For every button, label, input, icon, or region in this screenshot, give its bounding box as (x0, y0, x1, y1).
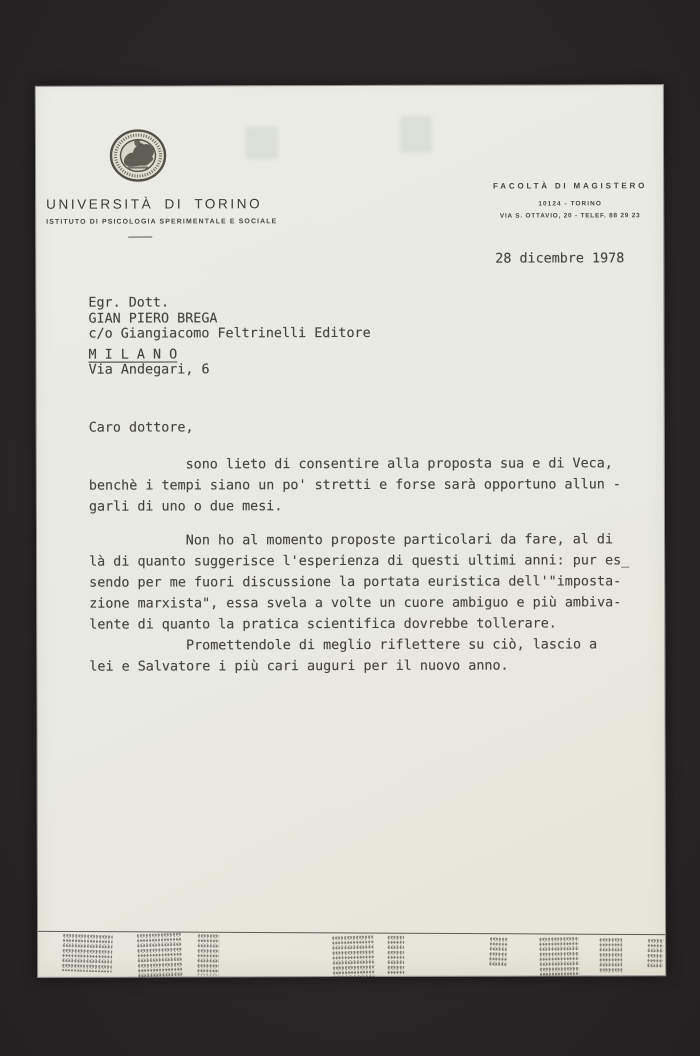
smudge-mark (197, 933, 220, 975)
institute-name: ISTITUTO DI PSICOLOGIA SPERIMENTALE E SOCIALE (46, 218, 278, 226)
smudge-mark (599, 937, 622, 973)
paragraph (89, 453, 629, 517)
scan-stain (245, 126, 278, 159)
smudge-mark (387, 935, 404, 975)
recipient-city: M I L A N O (88, 346, 178, 363)
faculty-name: FACOLTÀ DI MAGISTERO (493, 181, 648, 191)
university-seal-icon (108, 128, 168, 182)
smudge-mark (136, 932, 183, 980)
recipient-street: Via Andegari, 6 (88, 362, 210, 378)
smudge-mark (647, 938, 664, 968)
paragraph (89, 634, 629, 677)
smudge-mark (331, 934, 374, 979)
recipient-address (88, 295, 370, 378)
scan-stain (400, 116, 432, 153)
recipient-care-of: c/o Giangiacomo Feltrinelli Editore (88, 325, 371, 342)
recipient-name: GIAN PIERO BREGA (88, 310, 218, 327)
faculty-block (456, 181, 684, 220)
recipient-title: Egr. Dott. (88, 295, 170, 311)
faculty-street-phone: VIA S. OTTAVIO, 20 - TELEF. 88 29 23 (499, 212, 641, 220)
letterhead-divider (128, 237, 152, 238)
letter-line: garli di uno o due mesi. (88, 499, 283, 515)
letter-date: 28 dicembre 1978 (495, 251, 625, 267)
smudge-mark (539, 936, 580, 979)
letter-line: zione marxista", essa svela a volte un cuore ambiguo e più ambiva- (89, 595, 622, 612)
smudge-mark (489, 936, 508, 967)
letter-body (89, 416, 630, 677)
letter-page (35, 84, 666, 978)
paragraph (89, 529, 629, 635)
letter-line: Promettendole di meglio riflettere su ciò, lascio a (89, 637, 598, 654)
letter-line: benchè i tempi siano un po' stretti e forse sarà opportuno allun - (88, 477, 621, 494)
letter-line: là di quanto suggerisce l'esperienza di questi ultimi anni: pur es̲ (89, 553, 630, 570)
smudge-mark (62, 933, 113, 973)
greeting-line: Caro dottore, (88, 420, 194, 436)
letter-line: lei e Salvatore i più cari auguri per il nuovo anno. (89, 658, 509, 675)
bottom-scan-smudges (36, 85, 663, 87)
letter-line: Non ho al momento proposte particolari da fare, al di (89, 532, 614, 549)
university-name: UNIVERSITÀ DI TORINO (46, 196, 263, 212)
faculty-postal-city: 10124 - TORINO (538, 200, 602, 208)
letter-line: lente di quanto la pratica scientifica dovrebbe tollerare. (89, 616, 557, 633)
letter-line: sono lieto di consentire alla proposta sua e di Veca, (88, 456, 613, 473)
letter-line: sendo per me fuori discussione la portata euristica dell'"imposta- (89, 574, 622, 591)
